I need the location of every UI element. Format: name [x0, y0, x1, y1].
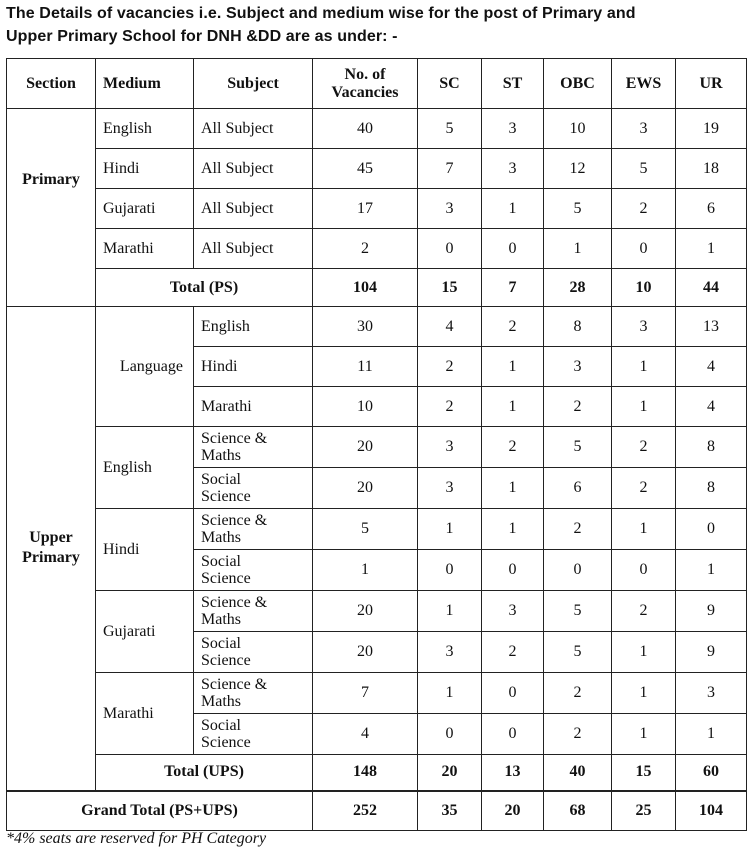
st-cell: 2: [482, 307, 544, 347]
sc-cell: 5: [418, 109, 482, 149]
ur-cell: 18: [676, 149, 747, 189]
col-header-medium: Medium: [96, 59, 194, 109]
sc-cell: 0: [418, 229, 482, 269]
ews-cell: 2: [612, 591, 676, 632]
subject-cell: Science & Maths: [194, 509, 313, 550]
obc-cell: 2: [544, 509, 612, 550]
col-header-ews: EWS: [612, 59, 676, 109]
subject-cell: Hindi: [194, 347, 313, 387]
st-cell: 0: [482, 229, 544, 269]
ur-cell: 8: [676, 427, 747, 468]
ur-cell: 3: [676, 673, 747, 714]
sc-cell: 3: [418, 632, 482, 673]
sc-cell: 1: [418, 673, 482, 714]
sc-cell: 0: [418, 714, 482, 755]
medium-cell-hindi: Hindi: [96, 509, 194, 591]
ews-cell: 3: [612, 109, 676, 149]
st-total: 7: [482, 269, 544, 307]
total-row-ups: [7, 755, 747, 791]
heading-line-2: Upper Primary School for DNH &DD are as under: -: [6, 28, 398, 45]
table-row: [7, 509, 747, 550]
subject-cell: All Subject: [194, 149, 313, 189]
subject-cell: Social Science: [194, 714, 313, 755]
heading-line-1: The Details of vacancies i.e. Subject and medium wise for the post of Primary and: [6, 5, 636, 22]
table-row: [7, 229, 747, 269]
st-cell: 0: [482, 714, 544, 755]
st-cell: 0: [482, 550, 544, 591]
ews-cell: 2: [612, 468, 676, 509]
ews-cell: 0: [612, 550, 676, 591]
vacancies-cell: 10: [313, 387, 418, 427]
ur-cell: 1: [676, 550, 747, 591]
medium-cell-gujarati: Gujarati: [96, 591, 194, 673]
table-row: [7, 591, 747, 632]
vacancies-total: 104: [313, 269, 418, 307]
vacancies-table: [6, 58, 747, 831]
medium-cell: English: [96, 109, 194, 149]
ur-cell: 4: [676, 387, 747, 427]
ur-cell: 1: [676, 714, 747, 755]
subject-cell: Social Science: [194, 468, 313, 509]
st-cell: 3: [482, 109, 544, 149]
ur-total: 44: [676, 269, 747, 307]
obc-cell: 2: [544, 673, 612, 714]
table-row: [7, 427, 747, 468]
obc-cell: 12: [544, 149, 612, 189]
subject-cell: All Subject: [194, 229, 313, 269]
obc-grand-total: 68: [544, 791, 612, 831]
obc-cell: 5: [544, 189, 612, 229]
sc-cell: 2: [418, 347, 482, 387]
ur-grand-total: 104: [676, 791, 747, 831]
table-row: [7, 149, 747, 189]
subject-cell: Marathi: [194, 387, 313, 427]
col-header-st: ST: [482, 59, 544, 109]
vacancies-cell: 20: [313, 632, 418, 673]
obc-cell: 0: [544, 550, 612, 591]
sc-grand-total: 35: [418, 791, 482, 831]
st-grand-total: 20: [482, 791, 544, 831]
vacancies-cell: 20: [313, 591, 418, 632]
ur-cell: 13: [676, 307, 747, 347]
subject-cell: English: [194, 307, 313, 347]
subject-cell: Science & Maths: [194, 673, 313, 714]
vacancies-cell: 11: [313, 347, 418, 387]
medium-cell-english: English: [96, 427, 194, 509]
table-row: [7, 189, 747, 229]
medium-cell: Hindi: [96, 149, 194, 189]
ews-cell: 1: [612, 347, 676, 387]
ews-cell: 1: [612, 714, 676, 755]
st-cell: 1: [482, 347, 544, 387]
st-cell: 3: [482, 591, 544, 632]
ur-total: 60: [676, 755, 747, 791]
sc-cell: 4: [418, 307, 482, 347]
vacancies-cell: 30: [313, 307, 418, 347]
subject-cell: Science & Maths: [194, 427, 313, 468]
ur-cell: 6: [676, 189, 747, 229]
total-row-ps: [7, 269, 747, 307]
ews-cell: 1: [612, 387, 676, 427]
sc-cell: 7: [418, 149, 482, 189]
col-header-vacancies: No. of Vacancies: [313, 59, 418, 109]
ur-cell: 9: [676, 591, 747, 632]
ews-cell: 1: [612, 673, 676, 714]
obc-cell: 3: [544, 347, 612, 387]
vacancies-cell: 5: [313, 509, 418, 550]
subject-cell: Social Science: [194, 632, 313, 673]
sc-cell: 1: [418, 509, 482, 550]
total-label: Total (UPS): [96, 755, 313, 791]
subject-cell: Social Science: [194, 550, 313, 591]
obc-cell: 1: [544, 229, 612, 269]
ur-cell: 1: [676, 229, 747, 269]
ews-cell: 2: [612, 189, 676, 229]
obc-cell: 10: [544, 109, 612, 149]
st-cell: 1: [482, 387, 544, 427]
ews-total: 15: [612, 755, 676, 791]
st-cell: 3: [482, 149, 544, 189]
st-cell: 1: [482, 509, 544, 550]
col-header-section: Section: [7, 59, 96, 109]
st-cell: 0: [482, 673, 544, 714]
obc-cell: 5: [544, 632, 612, 673]
sc-cell: 3: [418, 427, 482, 468]
sc-cell: 1: [418, 591, 482, 632]
total-label: Total (PS): [96, 269, 313, 307]
obc-cell: 8: [544, 307, 612, 347]
subject-cell: All Subject: [194, 109, 313, 149]
vacancies-cell: 17: [313, 189, 418, 229]
ews-cell: 3: [612, 307, 676, 347]
vacancies-cell: 7: [313, 673, 418, 714]
ur-cell: 0: [676, 509, 747, 550]
obc-cell: 5: [544, 427, 612, 468]
st-cell: 2: [482, 427, 544, 468]
ews-cell: 1: [612, 509, 676, 550]
col-header-subject: Subject: [194, 59, 313, 109]
vacancies-cell: 45: [313, 149, 418, 189]
vacancies-cell: 40: [313, 109, 418, 149]
grand-total-label: Grand Total (PS+UPS): [7, 791, 313, 831]
medium-cell: Gujarati: [96, 189, 194, 229]
vacancies-cell: 1: [313, 550, 418, 591]
ews-cell: 5: [612, 149, 676, 189]
vacancies-cell: 2: [313, 229, 418, 269]
ews-cell: 0: [612, 229, 676, 269]
ews-total: 10: [612, 269, 676, 307]
obc-cell: 2: [544, 387, 612, 427]
sc-cell: 3: [418, 189, 482, 229]
subject-cell: All Subject: [194, 189, 313, 229]
section-cell-upper-primary: Upper Primary: [7, 307, 96, 791]
medium-cell-language: Language: [96, 307, 194, 427]
ews-grand-total: 25: [612, 791, 676, 831]
obc-total: 28: [544, 269, 612, 307]
footnote: *4% seats are reserved for PH Category: [6, 830, 267, 847]
st-cell: 1: [482, 189, 544, 229]
st-cell: 2: [482, 632, 544, 673]
header-row: [7, 59, 747, 109]
table-row: [7, 673, 747, 714]
vacancies-cell: 20: [313, 468, 418, 509]
ur-cell: 4: [676, 347, 747, 387]
obc-cell: 5: [544, 591, 612, 632]
st-cell: 1: [482, 468, 544, 509]
obc-cell: 6: [544, 468, 612, 509]
ews-cell: 1: [612, 632, 676, 673]
sc-cell: 3: [418, 468, 482, 509]
medium-cell-marathi: Marathi: [96, 673, 194, 755]
col-header-ur: UR: [676, 59, 747, 109]
table-row: [7, 109, 747, 149]
ur-cell: 19: [676, 109, 747, 149]
subject-cell: Science & Maths: [194, 591, 313, 632]
obc-cell: 2: [544, 714, 612, 755]
table-row: [7, 307, 747, 347]
sc-cell: 2: [418, 387, 482, 427]
vacancies-grand-total: 252: [313, 791, 418, 831]
ur-cell: 9: [676, 632, 747, 673]
sc-total: 15: [418, 269, 482, 307]
grand-total-row: [7, 791, 747, 831]
sc-cell: 0: [418, 550, 482, 591]
vacancies-cell: 4: [313, 714, 418, 755]
document-heading: [6, 2, 746, 48]
medium-cell: Marathi: [96, 229, 194, 269]
st-total: 13: [482, 755, 544, 791]
section-cell-primary: Primary: [7, 109, 96, 307]
ews-cell: 2: [612, 427, 676, 468]
col-header-sc: SC: [418, 59, 482, 109]
vacancies-total: 148: [313, 755, 418, 791]
obc-total: 40: [544, 755, 612, 791]
ur-cell: 8: [676, 468, 747, 509]
col-header-obc: OBC: [544, 59, 612, 109]
sc-total: 20: [418, 755, 482, 791]
vacancies-cell: 20: [313, 427, 418, 468]
